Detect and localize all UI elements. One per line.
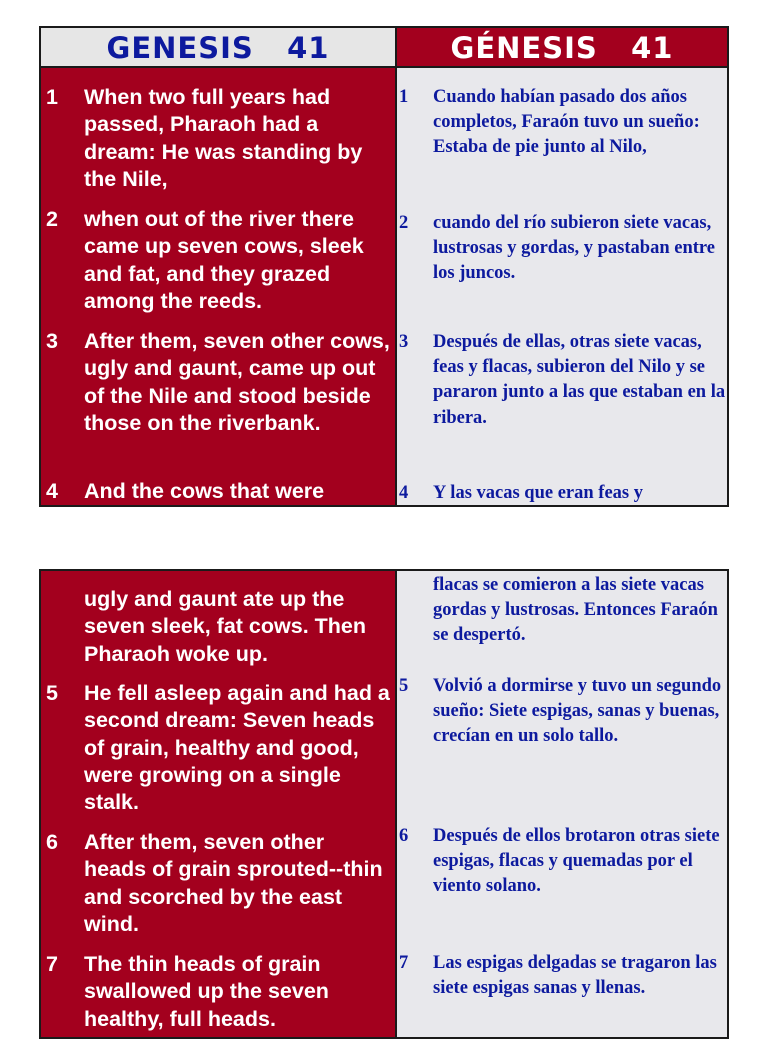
page-block-1 bbox=[39, 26, 729, 507]
english-verse-1 bbox=[41, 84, 395, 193]
verse-text: Después de ellas, otras siete vacas, feas y flacas, subieron del Nilo y se pararon junto a las que estaban en la ribera. bbox=[433, 332, 726, 428]
verse-text: Cuando habían pasado dos años completos, Faraón tuvo un sueño: Estaba de pie junto al Nilo, bbox=[433, 87, 700, 158]
verse-number: 5 bbox=[46, 681, 58, 705]
verse-number: 1 bbox=[399, 87, 409, 107]
verse-number: 7 bbox=[46, 952, 58, 976]
verse-text: And the cows that were bbox=[84, 479, 325, 503]
english-verse-2 bbox=[41, 206, 395, 315]
english-verse-7 bbox=[41, 951, 395, 1033]
verse-text: Las espigas delgadas se tragaron las siete espigas sanas y llenas. bbox=[433, 953, 717, 999]
english-verse-4 bbox=[41, 478, 395, 505]
verse-number: 7 bbox=[399, 953, 409, 973]
spanish-verse-4-continued bbox=[395, 573, 729, 649]
spanish-verse-3 bbox=[395, 330, 729, 431]
verse-text: He fell asleep again and had a second dream: Seven heads of grain, healthy and good, were growing on a single stalk. bbox=[84, 681, 390, 815]
verse-number: 1 bbox=[46, 85, 58, 109]
english-title: GENESIS 41 bbox=[41, 28, 395, 68]
verse-text: flacas se comieron a las siete vacas gordas y lustrosas. Entonces Faraón se despertó. bbox=[433, 575, 718, 646]
verse-text: Volvió a dormirse y tuvo un segundo sueño: Siete espigas, sanas y buenas, crecían en un solo tallo. bbox=[433, 676, 722, 747]
verse-text: The thin heads of grain swallowed up the seven healthy, full heads. bbox=[84, 952, 329, 1031]
verse-text: When two full years had passed, Pharaoh had a dream: He was standing by the Nile, bbox=[84, 85, 363, 191]
verse-number: 4 bbox=[399, 483, 409, 503]
english-verse-5 bbox=[41, 680, 395, 816]
verse-number: 3 bbox=[46, 329, 58, 353]
verse-number: 2 bbox=[46, 207, 58, 231]
spanish-verse-4 bbox=[395, 481, 729, 506]
english-verse-3 bbox=[41, 328, 395, 437]
verse-number: 6 bbox=[46, 830, 58, 854]
verse-text: ugly and gaunt ate up the seven sleek, fat cows. Then Pharaoh woke up. bbox=[84, 587, 367, 666]
verse-text: cuando del río subieron siete vacas, lustrosas y gordas, y pastaban entre los juncos. bbox=[433, 213, 715, 284]
verse-text: Después de ellos brotaron otras siete espigas, flacas y quemadas por el viento solano. bbox=[433, 826, 720, 897]
spanish-verse-5 bbox=[395, 674, 729, 750]
verse-number: 4 bbox=[46, 479, 58, 503]
english-verse-6 bbox=[41, 829, 395, 938]
verse-text: After them, seven other heads of grain sprouted--thin and scorched by the east wind. bbox=[84, 830, 383, 936]
spanish-verse-2 bbox=[395, 211, 729, 287]
spanish-verse-7 bbox=[395, 951, 729, 1001]
verse-number: 5 bbox=[399, 676, 409, 696]
spanish-title: GÉNESIS 41 bbox=[395, 28, 727, 68]
spanish-verse-1 bbox=[395, 85, 729, 161]
verse-number: 3 bbox=[399, 332, 409, 352]
verse-text: After them, seven other cows, ugly and gaunt, came up out of the Nile and stood beside those on the riverbank. bbox=[84, 329, 390, 435]
page-block-2 bbox=[39, 569, 729, 1039]
verse-text: Y las vacas que eran feas y bbox=[433, 483, 643, 503]
english-verse-4-continued bbox=[41, 586, 395, 668]
verse-text: when out of the river there came up seven cows, sleek and fat, and they grazed among the reeds. bbox=[84, 207, 364, 313]
spanish-verse-6 bbox=[395, 824, 729, 900]
verse-number: 2 bbox=[399, 213, 409, 233]
verse-number: 6 bbox=[399, 826, 409, 846]
